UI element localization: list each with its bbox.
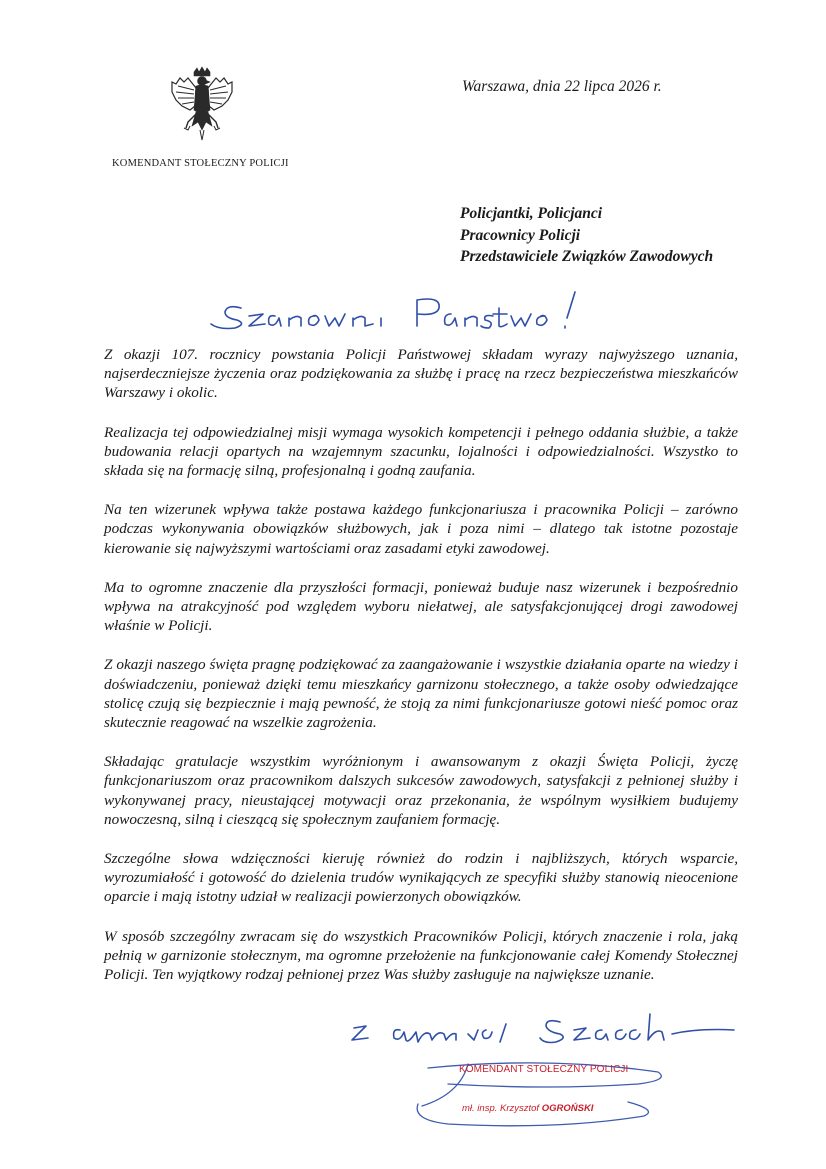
stamp-name-prefix: mł. insp. Krzysztof bbox=[462, 1103, 542, 1114]
body-paragraph: Z okazji naszego święta pragnę podziękować za zaangażowanie i wszystkie działania oparte na wiedzy i doświadczeniu, ponieważ dzięki temu mieszkańcy garnizonu stołecznego, a także osoby odwiedzające stolicę czują się bezpiecznie i mają pewność, że stoją za nimi funkcjonariusze gotowi nieść pomoc oraz skutecznie reagować na wszelkie zagrożenia. bbox=[104, 656, 738, 732]
body-paragraph: W sposób szczególny zwracam się do wszystkich Pracowników Policji, których znaczenie i rola, jaką pełnią w garnizonie stołecznym, ma ogromne przełożenie na funkcjonowanie całej Komendy Stołecznej Policji. Ten wyjątkowy rodzaj pełnionej przez Was służby zasługuje na największe uznanie. bbox=[104, 927, 738, 984]
stamp-title: KOMENDANT STOŁECZNY POLICJI bbox=[459, 1064, 629, 1075]
handwritten-greeting bbox=[205, 284, 635, 344]
body-paragraph: Realizacja tej odpowiedzialnej misji wymaga wysokich kompetencji i pełnego oddania służbie, a także budowania relacji opartych na wzajemnym szacunku, lojalności i odpowiedzialności. Wszystko to składa się na formację silną, profesjonalną i godną zaufania. bbox=[104, 423, 738, 480]
body-paragraph: Z okazji 107. rocznicy powstania Policji Państwowej składam wyrazy najwyższego uznania, najserdeczniejsze życzenia oraz podziękowania za służbę i pracę na rzecz bezpieczeństwa mieszkańców Warszawy i okolic. bbox=[104, 346, 738, 402]
addressee-line: Pracownicy Policji bbox=[460, 226, 581, 244]
addressee-block bbox=[460, 203, 713, 268]
body-paragraph: Składając gratulacje wszystkim wyróżnionym i awansowanym z okazji Święta Policji, życzę funkcjonariuszom oraz pracownikom dalszych sukcesów zawodowych, satysfakcji z pełnionej służby i wykonywanej pracy, nieustającej motywacji oraz przekonania, że wspólnym wysiłkiem budujemy nowoczesną, silną i cieszącą się społecznym zaufaniem formację. bbox=[104, 753, 738, 828]
body-paragraph: Na ten wizerunek wpływa także postawa każdego funkcjonariusza i pracownika Policji – zarówno podczas wykonywania obowiązków służbowych, jak i poza nimi – dlatego tak istotne pozostaje kierowanie się najwyższymi wartościami oraz zasadami etyki zawodowej. bbox=[104, 501, 738, 557]
handwritten-closing bbox=[338, 1000, 743, 1052]
addressee-line: Policjantki, Policjanci bbox=[460, 205, 603, 222]
addressee-line: Przedstawiciele Związków Zawodowych bbox=[460, 248, 714, 265]
letter-date: Warszawa, dnia 22 lipca 2026 r. bbox=[462, 78, 662, 95]
organization-title: KOMENDANT STOŁECZNY POLICJI bbox=[112, 158, 289, 169]
body-paragraph: Ma to ogromne znaczenie dla przyszłości formacji, ponieważ buduje nasz wizerunek i bezpośrednio wpływa na atrakcyjność pod względem wyboru niełatwej, ale satysfakcjonującej drogi zawodowej właśnie w Policji. bbox=[104, 578, 738, 635]
stamp-signatory bbox=[462, 1103, 593, 1114]
polish-eagle-emblem-icon bbox=[166, 66, 238, 144]
stamp-surname: OGROŃSKI bbox=[541, 1103, 594, 1114]
letter-body bbox=[104, 345, 738, 1004]
body-paragraph: Szczególne słowa wdzięczności kieruję również do rodzin i najbliższych, których wsparcie, wyrozumiałość i gotowość do dzielenia trudów wynikających ze specyfiki służby stanowią nieocenione oparcie i mają istotny udział w realizacji powierzonych obowiązków. bbox=[104, 850, 738, 906]
